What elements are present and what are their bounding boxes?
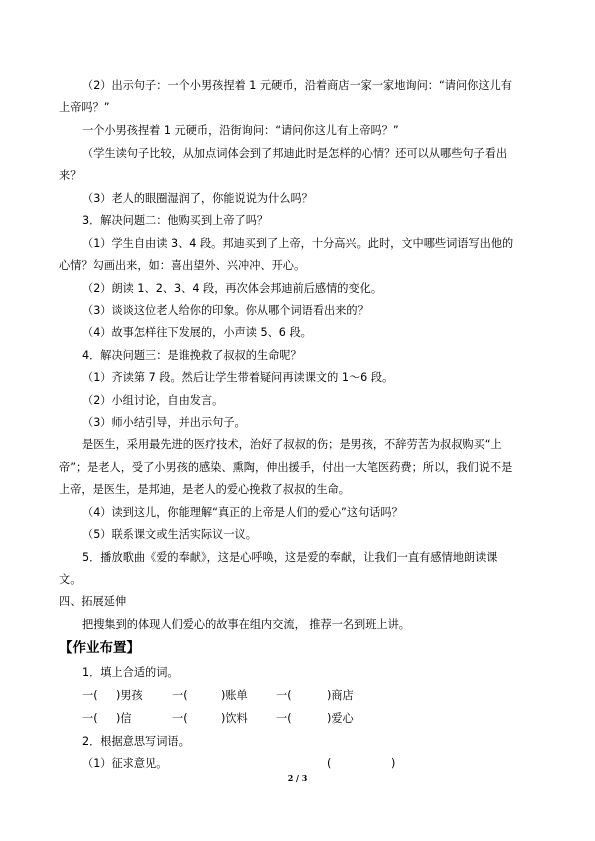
fill-blank-open: 一( [276,689,292,702]
fill-blank-word: )男孩 [116,689,143,702]
paragraph-line: （2）出示句子：一个小男孩捏着 1 元硬币，沿着商店一家一家地询问：“请问你这儿有 [82,79,512,92]
fill-blank-row [0,689,595,703]
fill-blank-word: )饮料 [221,712,248,725]
paragraph-line: （3）师小结引导，并出示句子。 [82,416,246,429]
paragraph-line: 4．解决问题三：是谁挽救了叔叔的生命呢？ [82,349,302,362]
fill-blank-open: 一( [172,689,188,702]
homework-item: 2．根据意思写词语。 [82,735,190,748]
homework-item: 1．填上合适的词。 [82,666,179,679]
fill-blank-open: 一( [82,712,98,725]
paragraph-line: 来？ [59,169,82,182]
paragraph-line: 是医生，采用最先进的医疗技术，治好了叔叔的伤；是男孩，不辞劳苦为叔叔购买“上 [82,438,502,451]
definition-row [0,757,595,771]
answer-close-paren: ) [391,757,396,770]
paragraph-line: 心情？勾画出来，如：喜出望外、兴冲冲、开心。 [59,259,306,272]
fill-blank-word: )账单 [221,689,248,702]
paragraph-line: （5）联系课文或生活实际议一议。 [82,528,257,541]
page-number: 2 / 3 [287,773,308,783]
paragraph-line: （3）谈谈这位老人给你的印象。你从哪个词语看出来的？ [82,304,369,317]
fill-blank-word: )爱心 [327,712,354,725]
paragraph-line: （1）学生自由读 3、4 段。邦迪买到了上帝，十分高兴。此时，文中哪些词语写出他的 [82,237,514,250]
paragraph-line: 帝”；是老人，受了小男孩的感染、熏陶，伸出援手，付出一大笔医药费；所以，我们说不是 [59,461,513,474]
paragraph-line: （4）故事怎样往下发展的，小声读 5、6 段。 [82,326,312,339]
paragraph-line: 一个小男孩捏着 1 元硬币，沿街询问：“请问你这儿有上帝吗？” [82,124,399,137]
paragraph-line: 把搜集到的体现人们爱心的故事在组内交流， 推荐一名到班上讲。 [82,618,410,631]
paragraph-line: （学生读句子比较，从加点词体会到了邦迪此时是怎样的心情？还可以从哪些句子看出 [82,147,508,160]
paragraph-line: 上帝吗？” [59,101,110,114]
paragraph-line: 5．播放歌曲《爱的奉献》，这是心呼唤，这是爱的奉献，让我们一直有感情地朗读课 [82,551,498,564]
paragraph-line: （1）齐读第 7 段。然后让学生带着疑问再读课文的 1～6 段。 [82,371,394,384]
paragraph-line: （4）读到这儿，你能理解“真正的上帝是人们的爱心”这句话吗？ [82,506,403,519]
paragraph-line: 文。 [59,573,82,586]
fill-blank-word: )信 [116,712,132,725]
paragraph-line: 上帝，是医生，是邦迪，是老人的爱心挽救了叔叔的生命。 [59,483,350,496]
fill-blank-open: 一( [276,712,292,725]
definition-text: （1）征求意见。 [82,757,168,770]
answer-open-paren: ( [327,757,332,770]
fill-blank-row [0,712,595,726]
homework-heading: 【作业布置】 [59,640,140,656]
paragraph-line: （3）老人的眼圈湿润了，你能说说为什么吗？ [82,192,313,205]
paragraph-line: （2）小组讨论，自由发言。 [82,394,224,407]
paragraph-line: 3．解决问题二：他购买到上帝了吗？ [82,214,269,227]
paragraph-line: （2）朗读 1、2、3、4 段，再次体会邦迪前后感情的变化。 [82,282,383,295]
section-heading: 四、拓展延伸 [59,595,127,608]
fill-blank-word: )商店 [327,689,354,702]
fill-blank-open: 一( [172,712,188,725]
fill-blank-open: 一( [82,689,98,702]
